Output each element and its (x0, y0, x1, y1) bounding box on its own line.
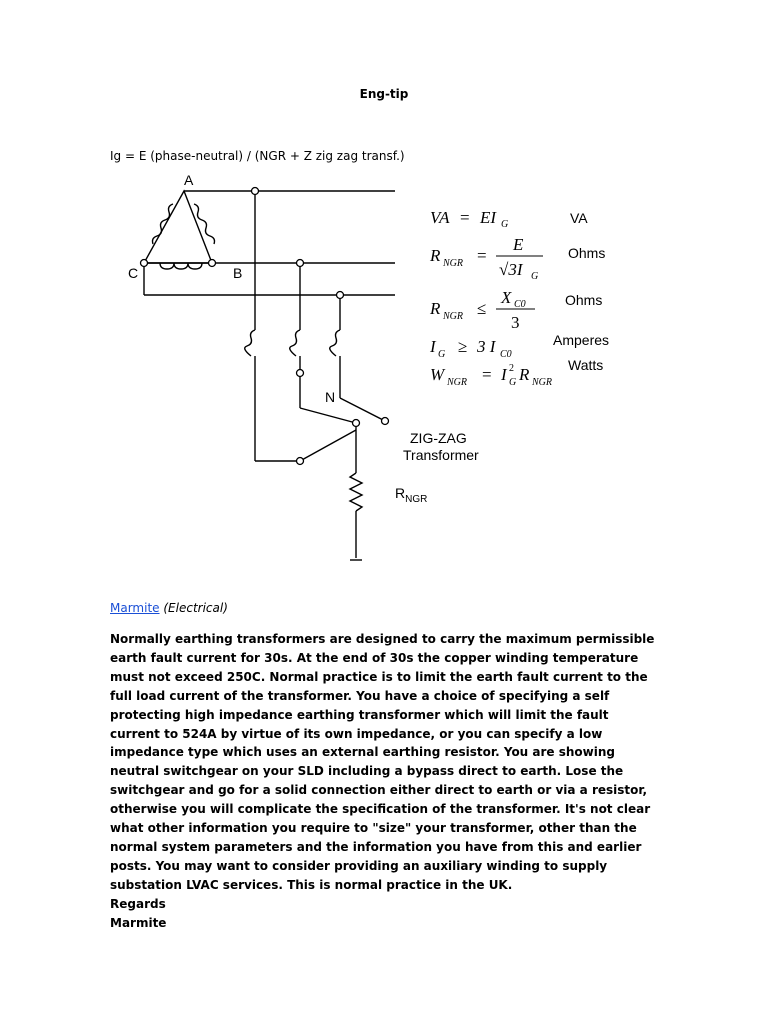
svg-text:NGR: NGR (532, 377, 552, 388)
svg-text:3: 3 (511, 313, 520, 332)
label-transformer-line1: ZIG-ZAG (410, 430, 467, 446)
equation-rngr-e (429, 235, 605, 282)
svg-text:NGR: NGR (447, 377, 467, 388)
svg-text:≥: ≥ (458, 337, 468, 356)
svg-text:I: I (501, 365, 507, 384)
delta-winding (144, 191, 212, 263)
svg-text:R: R (430, 246, 441, 265)
svg-text:E: E (513, 235, 524, 254)
svg-text:=: = (482, 365, 492, 384)
label-neutral: N (325, 389, 336, 405)
svg-text:Ohms: Ohms (565, 292, 603, 308)
svg-text:NGR: NGR (443, 311, 463, 322)
svg-text:VA: VA (570, 210, 588, 226)
svg-text:EI: EI (480, 208, 497, 227)
svg-text:Amperes: Amperes (553, 332, 610, 348)
equation-ig (429, 332, 609, 360)
svg-text:2: 2 (509, 363, 514, 374)
svg-text:VA: VA (430, 208, 450, 227)
author-link[interactable]: Marmite (110, 601, 160, 615)
svg-text:G: G (509, 377, 517, 388)
svg-text:Watts: Watts (568, 357, 604, 373)
ngr-resistor (350, 473, 362, 511)
post-signature: Marmite (110, 915, 167, 930)
equation-va (430, 208, 588, 230)
svg-text:=: = (460, 208, 470, 227)
svg-text:√3I: √3I (499, 260, 523, 279)
fault-current-formula: Ig = E (phase-neutral) / (NGR + Z zig zag transf.) (110, 149, 405, 163)
svg-text:R: R (519, 365, 530, 384)
svg-text:C0: C0 (514, 299, 526, 310)
svg-text:R: R (430, 299, 441, 318)
label-transformer-line2: Transformer (403, 447, 479, 463)
svg-text:C0: C0 (500, 349, 512, 360)
label-resistor: $R_{NGR}$ (395, 485, 428, 505)
svg-text:W: W (430, 365, 445, 384)
page-title: Eng-tip (359, 87, 409, 101)
equation-rngr-xc0 (429, 288, 602, 332)
label-phase-c: C (128, 265, 139, 281)
post-regards: Regards (110, 896, 166, 911)
label-phase-a: A (184, 172, 194, 188)
svg-text:≤: ≤ (477, 299, 487, 318)
svg-text:NGR: NGR (443, 258, 463, 269)
svg-text:X: X (501, 288, 512, 307)
equation-wngr (430, 357, 603, 388)
svg-text:G: G (438, 349, 446, 360)
svg-text:I: I (430, 337, 436, 356)
label-phase-b: B (233, 265, 243, 281)
svg-text:Ohms: Ohms (568, 245, 606, 261)
author-category: (Electrical) (163, 601, 228, 615)
svg-text:G: G (501, 219, 509, 230)
svg-text:=: = (477, 246, 487, 265)
delta-coil-bottom (160, 263, 202, 269)
svg-text:3 I: 3 I (477, 337, 496, 356)
delta-coil-left (153, 204, 174, 244)
svg-text:G: G (531, 271, 539, 282)
post-paragraph: Normally earthing transformers are designed to carry the maximum permissible earth fault current for 30s. At the end of 30s the copper winding temperature must not exceed 250C. Normal practice is to limit the earth fault current to the full load current of the transformer. You have a choice of specifying a self protecting high impedance earthing transformer which will limit the fault current to 524A by virtue of its own impedance, or you can specify a low impedance type which uses an external earthing resistor. You are showing neutral switchgear on your SLD including a bypass direct to earth. Lose the switchgear and go for a solid connection either direct to earth or via a resistor, otherwise you will complicate the specification of the transformer. It's not clear what other information you require to "size" your transformer, other than the normal system parameters and the information you have from this and earlier posts. You may want to consider providing an auxiliary winding to supply substation LVAC services. This is normal practice in the UK. (110, 632, 655, 892)
post-author-line (110, 601, 228, 615)
post-body (110, 630, 655, 933)
zig-zag-earthing-diagram (110, 168, 650, 578)
